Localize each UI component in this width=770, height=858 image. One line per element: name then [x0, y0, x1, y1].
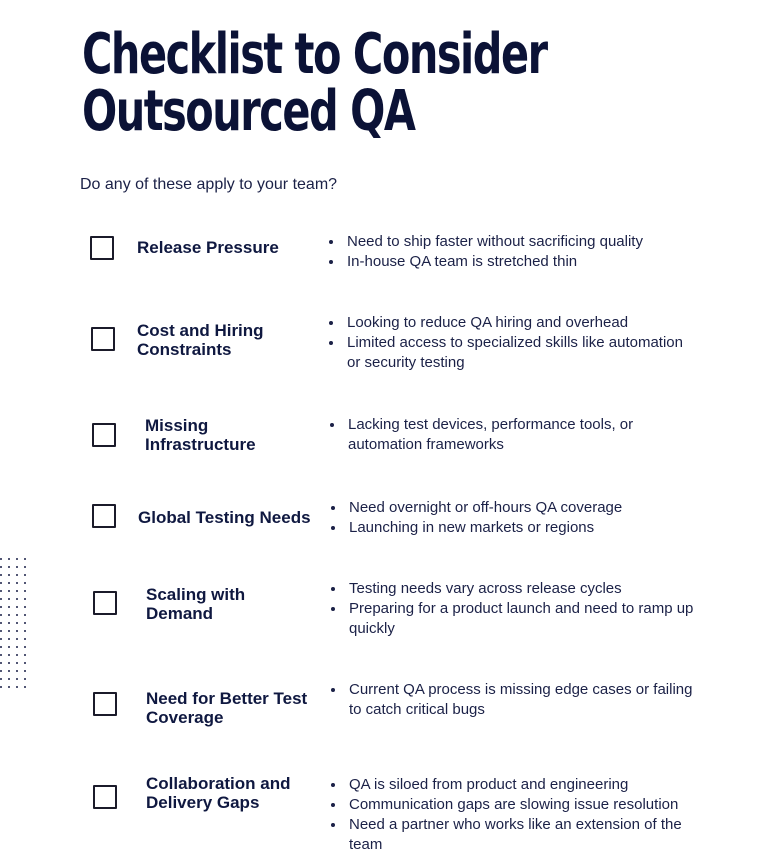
decorative-dot [16, 614, 18, 616]
checklist-item-points [328, 232, 698, 272]
decorative-dot [0, 622, 2, 624]
decorative-dot [16, 590, 18, 592]
decorative-dot [24, 638, 26, 640]
decorative-dot [8, 566, 10, 568]
decorative-dot [16, 638, 18, 640]
bullet-point: QA is siloed from product and engineering [330, 775, 700, 795]
checklist-item-label [146, 585, 336, 623]
checklist-item-label-line: Need for Better Test [146, 689, 308, 708]
decorative-dot [24, 614, 26, 616]
decorative-dot [16, 574, 18, 576]
decorative-dot [0, 654, 2, 656]
decorative-dot [0, 574, 2, 576]
decorative-dot [8, 606, 10, 608]
decorative-dot [8, 598, 10, 600]
page-title-line-1: Checklist to Consider [82, 22, 547, 87]
bullet-point: Limited access to specialized skills like automation or security testing [328, 333, 698, 373]
decorative-dot [0, 566, 2, 568]
decorative-dot [16, 630, 18, 632]
checklist-item-label-line: Constraints [137, 340, 232, 359]
checklist-item-label [137, 321, 327, 359]
decorative-dot [8, 590, 10, 592]
checklist-item-label-line: Missing [145, 416, 209, 435]
decorative-dot [8, 646, 10, 648]
decorative-dot [16, 670, 18, 672]
decorative-dot [16, 606, 18, 608]
decorative-dot [0, 598, 2, 600]
checklist-item-points [328, 313, 698, 373]
bullet-point: Need to ship faster without sacrificing quality [328, 232, 698, 252]
checklist-item-points [329, 415, 699, 455]
decorative-dot [24, 598, 26, 600]
decorative-dot [8, 574, 10, 576]
decorative-dot [0, 646, 2, 648]
decorative-dot [0, 606, 2, 608]
decorative-dot [16, 558, 18, 560]
decorative-dot [16, 654, 18, 656]
decorative-dot [0, 638, 2, 640]
decorative-dot [8, 670, 10, 672]
checklist-item-points [330, 680, 700, 720]
decorative-dot [16, 622, 18, 624]
checklist-item-label [146, 774, 336, 812]
decorative-dot [24, 574, 26, 576]
checklist-item-label-line: Release Pressure [137, 238, 279, 257]
decorative-dot [16, 566, 18, 568]
page-title-line-2: Outsourced QA [82, 79, 415, 144]
page-title [82, 22, 547, 144]
checklist-item-points [330, 775, 700, 855]
decorative-dot [24, 590, 26, 592]
decorative-dot [24, 686, 26, 688]
checkbox[interactable] [92, 504, 116, 528]
checklist-item-label-line: Coverage [146, 708, 224, 727]
bullet-point: Communication gaps are slowing issue resolution [330, 795, 700, 815]
bullet-point: Looking to reduce QA hiring and overhead [328, 313, 698, 333]
bullet-point: Need overnight or off-hours QA coverage [330, 498, 700, 518]
decorative-dot [0, 558, 2, 560]
decorative-dot [16, 678, 18, 680]
decorative-dot [16, 662, 18, 664]
decorative-dot [24, 606, 26, 608]
checklist-item-label-line: Delivery Gaps [146, 793, 260, 812]
decorative-dot [24, 630, 26, 632]
decorative-dot [24, 566, 26, 568]
decorative-dot [0, 670, 2, 672]
checkbox[interactable] [93, 785, 117, 809]
bullet-point: Need a partner who works like an extension of the team [330, 815, 700, 855]
decorative-dot [8, 630, 10, 632]
bullet-point: In-house QA team is stretched thin [328, 252, 698, 272]
decorative-dot [16, 598, 18, 600]
decorative-dot [0, 630, 2, 632]
decorative-dot [8, 638, 10, 640]
decorative-dot [8, 662, 10, 664]
decorative-dot [0, 590, 2, 592]
decorative-dot-grid [0, 558, 26, 688]
bullet-point: Current QA process is missing edge cases or failing to catch critical bugs [330, 680, 700, 720]
bullet-point: Testing needs vary across release cycles [330, 579, 700, 599]
decorative-dot [8, 622, 10, 624]
decorative-dot [8, 582, 10, 584]
decorative-dot [16, 686, 18, 688]
decorative-dot [8, 558, 10, 560]
checkbox[interactable] [90, 236, 114, 260]
checklist-item-label-line: Infrastructure [145, 435, 256, 454]
bullet-point: Preparing for a product launch and need to ramp up quickly [330, 599, 700, 639]
checklist-item-label-line: Demand [146, 604, 214, 623]
decorative-dot [8, 654, 10, 656]
decorative-dot [8, 678, 10, 680]
checklist-item-label [137, 238, 327, 257]
checklist-item-points [330, 579, 700, 639]
decorative-dot [0, 678, 2, 680]
checkbox[interactable] [91, 327, 115, 351]
checklist-item-label-line: Collaboration and [146, 774, 291, 793]
checklist-item-label-line: Scaling with [146, 585, 246, 604]
decorative-dot [24, 678, 26, 680]
page-subtitle: Do any of these apply to your team? [80, 176, 338, 193]
decorative-dot [16, 582, 18, 584]
decorative-dot [0, 582, 2, 584]
decorative-dot [24, 670, 26, 672]
checkbox[interactable] [93, 591, 117, 615]
checkbox[interactable] [92, 423, 116, 447]
checklist-item-points [330, 498, 700, 538]
decorative-dot [24, 646, 26, 648]
decorative-dot [24, 654, 26, 656]
decorative-dot [8, 686, 10, 688]
decorative-dot [16, 646, 18, 648]
decorative-dot [24, 558, 26, 560]
checklist-item-label-line: Cost and Hiring [137, 321, 264, 340]
bullet-point: Lacking test devices, performance tools, or automation frameworks [329, 415, 699, 455]
decorative-dot [0, 614, 2, 616]
decorative-dot [0, 662, 2, 664]
decorative-dot [24, 662, 26, 664]
checklist-item-label [138, 508, 328, 527]
checkbox[interactable] [93, 692, 117, 716]
decorative-dot [24, 622, 26, 624]
checklist-item-label [145, 416, 335, 454]
decorative-dot [0, 686, 2, 688]
checklist-item-label [146, 689, 336, 727]
decorative-dot [8, 614, 10, 616]
checklist-item-label-line: Global Testing Needs [138, 508, 311, 527]
decorative-dot [24, 582, 26, 584]
bullet-point: Launching in new markets or regions [330, 518, 700, 538]
